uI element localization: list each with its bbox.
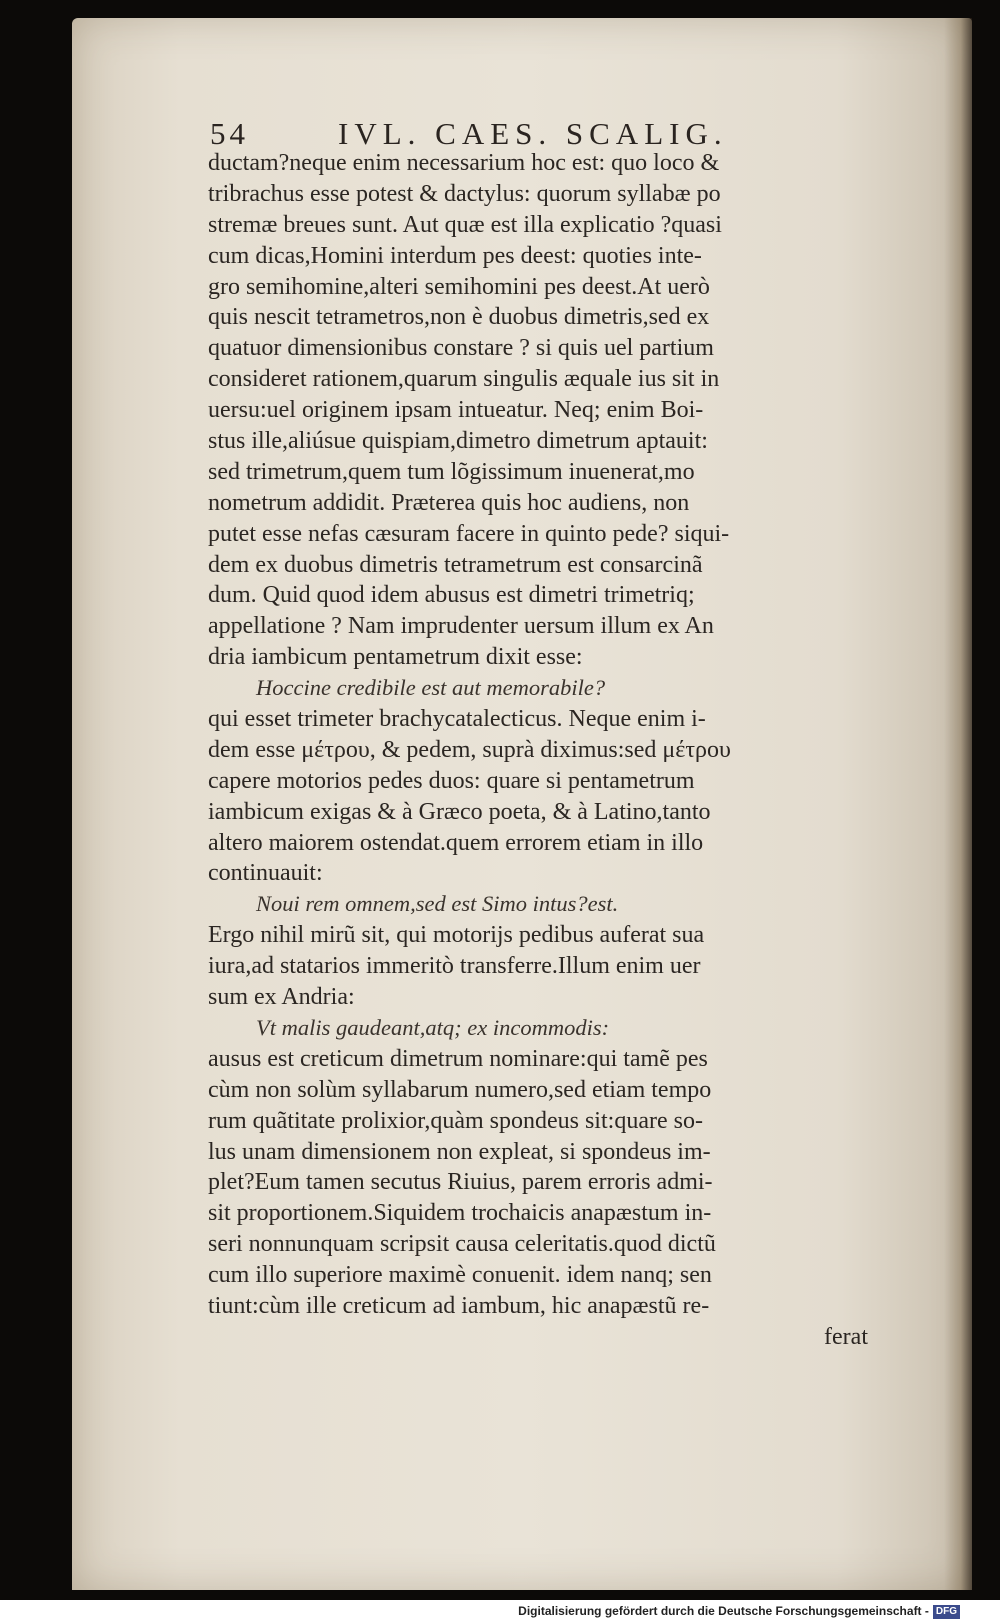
text-line: plet?Eum tamen secutus Riuius, parem erroris admi- — [208, 1169, 713, 1196]
text-line: cùm non solùm syllabarum numero,sed etiam tempo — [208, 1076, 712, 1103]
text-line: stremæ breues sunt. Aut quæ est illa explicatio ?quasi — [208, 211, 722, 238]
text-line: cum dicas,Homini interdum pes deest: quoties inte- — [208, 242, 702, 269]
running-head: IVL. CAES. SCALIG. — [338, 116, 728, 151]
text-line: ausus est creticum dimetrum nominare:qui tamẽ pes — [208, 1045, 708, 1072]
text-line: altero maiorem ostendat.quem errorem etiam in illo — [208, 829, 704, 856]
text-line: quis nescit tetrametros,non è duobus dimetris,sed ex — [208, 304, 710, 331]
verse-quotation: Noui rem omnem,sed est Simo intus?est. — [256, 891, 619, 917]
text-line: dem ex duobus dimetris tetrametrum est consarcinã — [208, 551, 703, 578]
page-gutter-shadow — [944, 18, 972, 1590]
text-line: putet esse nefas cæsuram facere in quinto pede? siqui- — [208, 520, 730, 547]
text-line: sum ex Andria: — [208, 984, 355, 1011]
text-line: gro semihomine,alteri semihomini pes deest.At uerò — [208, 273, 710, 300]
text-line: appellatione ? Nam imprudenter uersum illum ex An — [208, 613, 714, 640]
text-line: rum quãtitate prolixior,quàm spondeus sit:quare so- — [208, 1107, 703, 1134]
text-line: capere motorios pedes duos: quare si pentametrum — [208, 767, 695, 794]
body-text — [208, 148, 876, 1353]
text-line: ductam?neque enim necessarium hoc est: quo loco & — [208, 150, 720, 176]
text-line: quatuor dimensionibus constare ? si quis uel partium — [208, 335, 714, 362]
text-line: dria iambicum pentametrum dixit esse: — [208, 644, 583, 671]
catchword: ferat — [824, 1323, 868, 1350]
text-line: Ergo nihil mirũ sit, qui motorijs pedibus auferat sua — [208, 922, 705, 949]
dfg-logo: DFG — [933, 1605, 960, 1619]
text-line: stus ille,aliúsue quispiam,dimetro dimetrum aptauit: — [208, 428, 708, 455]
text-line: nometrum addidit. Præterea quis hoc audiens, non — [208, 489, 690, 516]
text-line: sit proportionem.Siquidem trochaicis anapæstum in- — [208, 1200, 712, 1227]
text-line: tribrachus esse potest & dactylus: quorum syllabæ po — [208, 180, 721, 207]
text-line: dum. Quid quod idem abusus est dimetri trimetriq; — [208, 582, 695, 609]
text-line: dem esse μέτρου, & pedem, suprà diximus:sed μέτρου — [208, 736, 731, 763]
text-line: sed trimetrum,quem tum lõgissimum inuenerat,mo — [208, 458, 695, 485]
text-line: cum illo superiore maximè conuenit. idem nanq; sen — [208, 1262, 712, 1289]
text-line: lus unam dimensionem non expleat, si spondeus im- — [208, 1138, 711, 1165]
text-line: seri nonnunquam scripsit causa celeritatis.quod dictũ — [208, 1231, 716, 1258]
text-line: iura,ad statarios immeritò transferre.Illum enim uer — [208, 953, 701, 980]
text-line: continuauit: — [208, 860, 323, 887]
verse-quotation: Hoccine credibile est aut memorabile? — [256, 675, 606, 701]
verse-quotation: Vt malis gaudeant,atq; ex incommodis: — [256, 1014, 610, 1040]
text-line: uersu:uel originem ipsam intueatur. Neq; enim Boi- — [208, 397, 704, 424]
page-number: 54 — [210, 116, 249, 151]
digitization-credit — [518, 1600, 960, 1623]
text-line: tiunt:cùm ille creticum ad iambum, hic anapæstũ re- — [208, 1292, 710, 1319]
text-line: qui esset trimeter brachycatalecticus. Neque enim i- — [208, 706, 706, 733]
credit-text: Digitalisierung gefördert durch die Deutsche Forschungsgemeinschaft - — [518, 1604, 929, 1618]
text-line: iambicum exigas & à Græco poeta, & à Latino,tanto — [208, 798, 711, 825]
text-line: consideret rationem,quarum singulis æquale ius sit in — [208, 366, 720, 393]
